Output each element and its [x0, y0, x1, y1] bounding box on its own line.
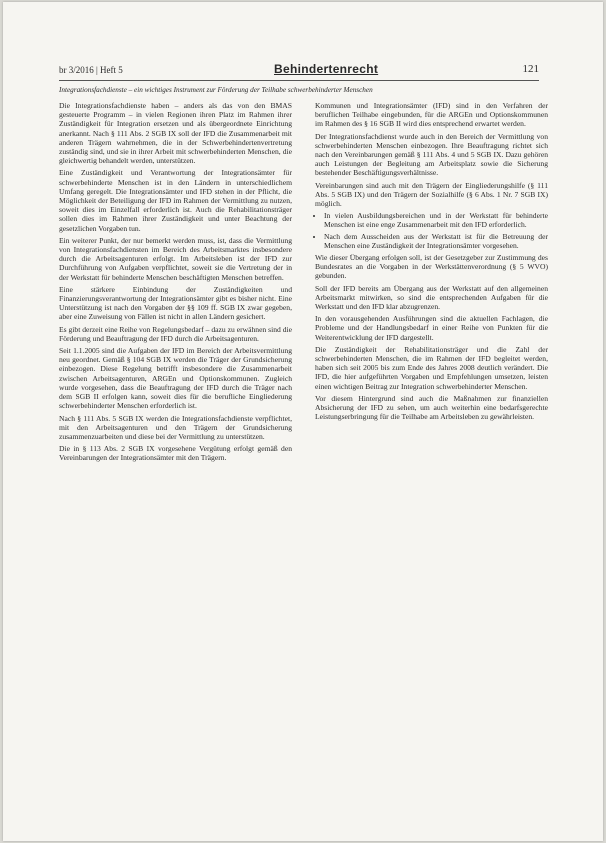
page-number: 121: [522, 63, 539, 75]
paragraph: Seit 1.1.2005 sind die Aufgaben der IFD im Bereich der Arbeitsvermittlung neu geordnet. Gemäß § 104 SGB IX werden die Träger der Grundsicherung einbezogen. Diese Regelung betrifft insbesondere die Zusammenarbeit zwischen Arbeitsagenturen, ARGEn und Optionskommunen. Zugleich wurde vorgesehen, dass die Beauftragung der IFD durch die Träger nach dem SGB II erfolgen kann, soweit dies für die berufliche Eingliederung schwerbehinderter Menschen erforderlich ist.: [59, 346, 292, 411]
paragraph: Die Integrationsfachdienste haben – anders als das von den BMAS gesteuerte Programm – in vielen Regionen ihren Platz im Rahmen ihrer Zuständigkeit für Integration ersetzen und als übergeordnete Einrichtung anerkannt. Nach § 111 Abs. 2 SGB IX soll der IFD die Zusammenarbeit mit anderen Trägern wahrnehmen, die in der Schwerbehindertenvertretung zuständig sind, und sie in ihrer Arbeit mit schwerbehinderten Menschen, die gleichwertig behandelt werden, unterstützen.: [59, 101, 292, 166]
paragraph: Wie dieser Übergang erfolgen soll, ist der Gesetzgeber zur Zustimmung des Bundesrates an die Vorgaben in der Werkstättenverordnung (§ 5 WVO) gebunden.: [315, 253, 548, 281]
paragraph: Soll der IFD bereits am Übergang aus der Werkstatt auf den allgemeinen Arbeitsmarkt mitwirken, so sind die entsprechenden Aufgaben für die Werkstatt und den IFD klar abzugrenzen.: [315, 283, 548, 312]
bullet-list: [315, 211, 548, 250]
paragraph: Vereinbarungen sind auch mit den Trägern der Eingliederungshilfe (§ 111 Abs. 5 SGB IX) und den Trägern der Sozialhilfe (§ 6 Abs. 1 Nr. 7 SGB IX) möglich.: [315, 180, 548, 209]
document-page: [3, 2, 603, 841]
paragraph: Eine Zuständigkeit und Verantwortung der Integrationsämter für schwerbehinderte Menschen ist in den Ländern in unterschiedlichem Umfang geregelt. Die Integrationsämter und IFD stehen in der Pflicht, die Möglichkeit der Beteiligung der IFD im Rahmen der Vermittlung zu nutzen, soweit dies im Einzelfall erforderlich ist. Auch die Rehabilitationsträger sollen dies im Rahmen ihrer Zuständigkeit und unter Beachtung der gesetzlichen Vorgaben tun.: [59, 168, 292, 233]
list-item: • In vielen Ausbildungsbereichen und in der Werkstatt für behinderte Menschen ist eine enge Zusammenarbeit mit den IFD erforderlich.: [324, 211, 548, 229]
right-column: [315, 101, 548, 425]
paragraph: Nach § 111 Abs. 5 SGB IX werden die Integrationsfachdienste verpflichtet, mit den Arbeitsagenturen und den Trägern der Grundsicherung zusammenzuarbeiten und diese bei der Vermittlung zu unterstützen.: [59, 413, 292, 441]
paragraph: Der Integrationsfachdienst wurde auch in den Bereich der Vermittlung von schwerbehinderten Menschen einbezogen. Ihre Beauftragung richtet sich nach den Vereinbarungen gemäß § 111 Abs. 4 und 5 SGB IX. Dazu gehören auch Leistungen der Begleitung am Arbeitsplatz sowie die Sicherung bestehender Beschäftigungsverhältnisse.: [315, 131, 548, 178]
paragraph: Die Zuständigkeit der Rehabilitationsträger und die Zahl der schwerbehinderten Menschen, die im Rahmen der IFD begleitet werden, haben sich seit 2005 bis zum Ende des Jahres 2008 deutlich verändert. Die IFD, die hier aufgeführten Vorgaben und Empfehlungen umsetzen, leisten einen wichtigen Beitrag zur Integration schwerbehinderter Menschen.: [315, 344, 548, 391]
journal-title: Behindertenrecht: [274, 62, 379, 76]
paragraph: Vor diesem Hintergrund sind auch die Maßnahmen zur finanziellen Absicherung der IFD zu sehen, um auch weiterhin eine bedarfsgerechte Leistungserbringung für die Teilhabe am Arbeitsleben zu gewährleisten.: [315, 393, 548, 422]
list-item: • Nach dem Ausscheiden aus der Werkstatt ist für die Betreuung der Menschen eine Zuständigkeit der Integrationsämter vorgesehen.: [324, 232, 548, 250]
left-column: [59, 101, 292, 466]
paragraph: In den vorausgehenden Ausführungen sind die aktuellen Fachlagen, die Probleme und der Handlungsbedarf in einer Reihe von Punkten für die Weiterentwicklung der IFD dargestellt.: [315, 314, 548, 342]
page-header: [59, 60, 539, 81]
issue-label: br 3/2016 | Heft 5: [59, 65, 123, 75]
paragraph: Eine stärkere Einbindung der Zuständigkeiten und Finanzierungsverantwortung der Integrationsämter gibt es bisher nicht. Eine Unterstützung ist nach den Vorgaben der §§ 109 ff. SGB IX zwar gegeben, aber eine Zuweisung von Fällen ist nicht in allen Ländern gesichert.: [59, 284, 292, 322]
paragraph: Kommunen und Integrationsämter (IFD) sind in den Verfahren der beruflichen Teilhabe eingebunden, für die ARGEn und Optionskommunen im Rahmen des § 16 SGB II wird dies entsprechend erwartet werden.: [315, 101, 548, 129]
paragraph: Es gibt derzeit eine Reihe von Regelungsbedarf – dazu zu erwähnen sind die Förderung und Beauftragung der IFD durch die Arbeitsagenturen.: [59, 324, 292, 343]
paragraph: Die in § 113 Abs. 2 SGB IX vorgesehene Vergütung erfolgt gemäß den Vereinbarungen der Integrationsämter mit den Trägern.: [59, 444, 292, 463]
paragraph: Ein weiterer Punkt, der nur bemerkt werden muss, ist, dass die Vermittlung von Integrationsfachdiensten im Bereich des Arbeitsmarktes insbesondere durch die Arbeitsagenturen erfolgt. Im Arbeitsleben ist der IFD zur Durchführung von Aufgaben verpflichtet, soweit sie die Vertretung der in der Werkstatt für behinderte Menschen beschäftigten Menschen betreffen.: [59, 235, 292, 282]
article-subtitle: Integrationsfachdienste – ein wichtiges Instrument zur Förderung der Teilhabe schwerbehinderter Menschen: [59, 86, 373, 94]
